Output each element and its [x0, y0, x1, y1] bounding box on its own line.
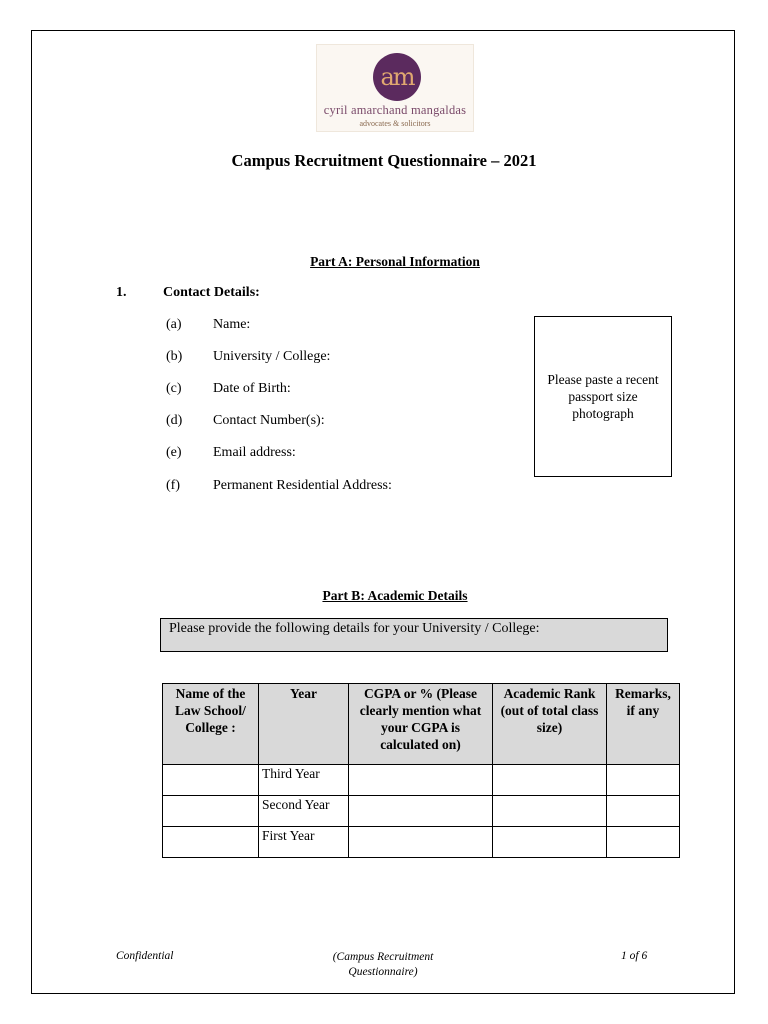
table-row — [163, 827, 680, 858]
header-rank: Academic Rank (out of total class size) — [493, 684, 607, 765]
logo-tagline: advocates & solicitors — [359, 119, 431, 128]
cell-remarks[interactable] — [607, 796, 680, 827]
header-remarks: Remarks, if any — [607, 684, 680, 765]
field-letter-e: (e) — [166, 445, 182, 460]
academic-details-table — [162, 683, 680, 858]
footer-center: (Campus Recruitment Questionnaire) — [332, 951, 434, 978]
footer-left: Confidential — [116, 950, 174, 962]
document-title: Campus Recruitment Questionnaire – 2021 — [231, 151, 537, 170]
field-letter-a: (a) — [166, 317, 182, 332]
photo-instruction: Please paste a recent passport size photograph — [547, 372, 659, 421]
field-label-name: Name: — [213, 317, 251, 332]
firm-logo — [316, 44, 474, 132]
cell-rank[interactable] — [493, 827, 607, 858]
table-row — [163, 796, 680, 827]
instruction-box — [160, 618, 668, 652]
cell-rank[interactable] — [493, 765, 607, 796]
cell-cgpa[interactable] — [349, 765, 493, 796]
field-label-university: University / College: — [213, 349, 331, 364]
field-letter-f: (f) — [166, 478, 180, 493]
cell-remarks[interactable] — [607, 765, 680, 796]
header-cgpa: CGPA or % (Please clearly mention what your CGPA is calculated on) — [349, 684, 493, 765]
logo-monogram: am — [380, 63, 414, 91]
cell-school[interactable] — [163, 827, 259, 858]
field-letter-b: (b) — [166, 349, 183, 364]
photo-placeholder[interactable] — [534, 316, 672, 477]
instruction-text: Please provide the following details for your University / College: — [169, 621, 540, 636]
field-letter-c: (c) — [166, 381, 182, 396]
cell-year: Third Year — [259, 765, 349, 796]
header-school: Name of the Law School/ College : — [163, 684, 259, 765]
field-label-email: Email address: — [213, 445, 296, 460]
cell-cgpa[interactable] — [349, 827, 493, 858]
cell-cgpa[interactable] — [349, 796, 493, 827]
footer-page-number: 1 of 6 — [621, 950, 648, 962]
logo-firm-name: cyril amarchand mangaldas — [323, 103, 467, 117]
cell-year: Second Year — [259, 796, 349, 827]
header-year: Year — [259, 684, 349, 765]
section-label: Contact Details: — [163, 285, 260, 300]
part-b-heading: Part B: Academic Details — [322, 588, 468, 603]
part-a-heading: Part A: Personal Information — [310, 254, 480, 269]
field-letter-d: (d) — [166, 413, 183, 428]
cell-school[interactable] — [163, 796, 259, 827]
cell-rank[interactable] — [493, 796, 607, 827]
field-label-dob: Date of Birth: — [213, 381, 291, 396]
section-number: 1. — [116, 285, 127, 300]
table-header-row — [163, 684, 680, 765]
field-label-contact-number: Contact Number(s): — [213, 413, 325, 428]
cell-year: First Year — [259, 827, 349, 858]
cell-remarks[interactable] — [607, 827, 680, 858]
cell-school[interactable] — [163, 765, 259, 796]
table-row — [163, 765, 680, 796]
field-label-address: Permanent Residential Address: — [213, 478, 392, 493]
